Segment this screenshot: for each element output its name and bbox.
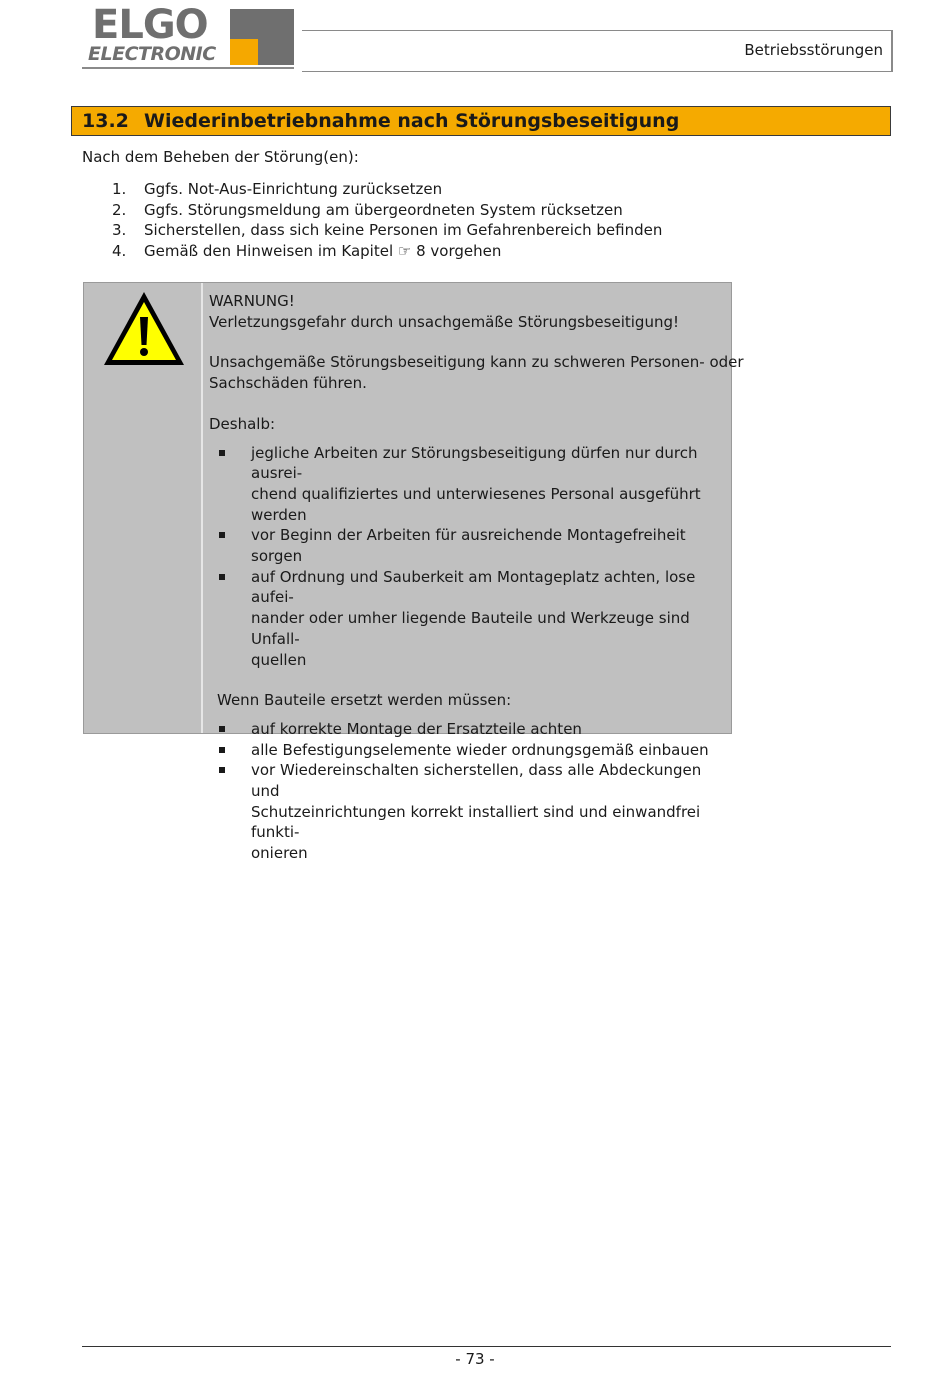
list-item xyxy=(209,525,729,566)
replace-heading: Wenn Bauteile ersetzt werden müssen: xyxy=(217,691,512,710)
section-number: 13.2 xyxy=(82,110,129,132)
intro-text: Nach dem Beheben der Störung(en): xyxy=(82,148,359,166)
warning-signal-word: WARNUNG! xyxy=(209,292,295,310)
replace-measures xyxy=(209,719,729,864)
list-item xyxy=(209,740,729,761)
bullet-square-icon xyxy=(219,532,225,538)
warning-triangle-icon xyxy=(101,289,187,369)
logo-square-orange xyxy=(230,39,258,65)
warning-therefore: Deshalb: xyxy=(209,414,276,433)
measure-text: vor Wiedereinschalten sicherstellen, dass alle Abdeckungen und Schutzeinrichtungen korrekt installiert sind und einwandfrei funkti- onieren xyxy=(251,761,702,863)
warning-divider xyxy=(201,283,203,733)
list-item xyxy=(112,200,662,221)
running-header xyxy=(302,30,893,72)
section-title: Wiederinbetriebnahme nach Störungsbeseitigung xyxy=(144,110,680,132)
measure-text: vor Beginn der Arbeiten für ausreichende Montagefreiheit sorgen xyxy=(251,526,686,566)
logo-wordmark-electronic: ELECTRONIC xyxy=(88,43,216,65)
chapter-title: Betriebsstörungen xyxy=(744,41,883,59)
bullet-square-icon xyxy=(219,574,225,580)
warning-heading: Verletzungsgefahr durch unsachgemäße Störungsbeseitigung! xyxy=(209,312,679,331)
footer-divider xyxy=(82,1346,891,1347)
step-text: Gemäß den Hinweisen im Kapitel ☞ 8 vorgehen xyxy=(144,242,502,261)
elgo-logo xyxy=(82,2,294,69)
bullet-square-icon xyxy=(219,726,225,732)
measure-text: auf Ordnung und Sauberkeit am Montageplatz achten, lose aufei- nander oder umher liegende Bauteile und Werkzeuge sind Unfall- quellen xyxy=(251,567,696,669)
step-number: 2. xyxy=(112,200,127,219)
bullet-square-icon xyxy=(219,747,225,753)
list-item xyxy=(209,443,729,526)
step-text: Sicherstellen, dass sich keine Personen im Gefahrenbereich befinden xyxy=(144,221,663,240)
list-item xyxy=(209,760,729,864)
list-item xyxy=(112,241,662,262)
step-number: 4. xyxy=(112,242,127,261)
warning-consequence: Unsachgemäße Störungsbeseitigung kann zu schweren Personen- oder xyxy=(209,353,744,372)
section-heading xyxy=(71,106,891,136)
warning-consequence: Sachschäden führen. xyxy=(209,374,367,393)
measure-text: jegliche Arbeiten zur Störungsbeseitigung dürfen nur durch ausrei- chend qualifiziertes und unterwiesenes Personal ausgeführt werden xyxy=(251,443,701,524)
step-number: 1. xyxy=(112,180,127,198)
list-item xyxy=(112,179,662,200)
logo-underline xyxy=(82,67,294,69)
procedure-steps xyxy=(112,179,662,262)
step-number: 3. xyxy=(112,221,127,240)
list-item xyxy=(112,220,662,241)
bullet-square-icon xyxy=(219,450,225,456)
step-text: Ggfs. Störungsmeldung am übergeordneten System rücksetzen xyxy=(144,200,623,219)
logo-wordmark-elgo: ELGO xyxy=(92,2,208,48)
warning-text xyxy=(209,291,744,864)
step-text: Ggfs. Not-Aus-Einrichtung zurücksetzen xyxy=(144,180,443,198)
measure-text: auf korrekte Montage der Ersatzteile achten xyxy=(251,719,582,738)
list-item xyxy=(209,719,729,740)
measure-text: alle Befestigungselemente wieder ordnungsgemäß einbauen xyxy=(251,740,709,759)
warning-box xyxy=(83,282,744,863)
bullet-square-icon xyxy=(219,767,225,773)
warning-measures xyxy=(209,443,729,671)
list-item xyxy=(209,567,729,671)
page-number: - 73 - xyxy=(455,1350,495,1368)
